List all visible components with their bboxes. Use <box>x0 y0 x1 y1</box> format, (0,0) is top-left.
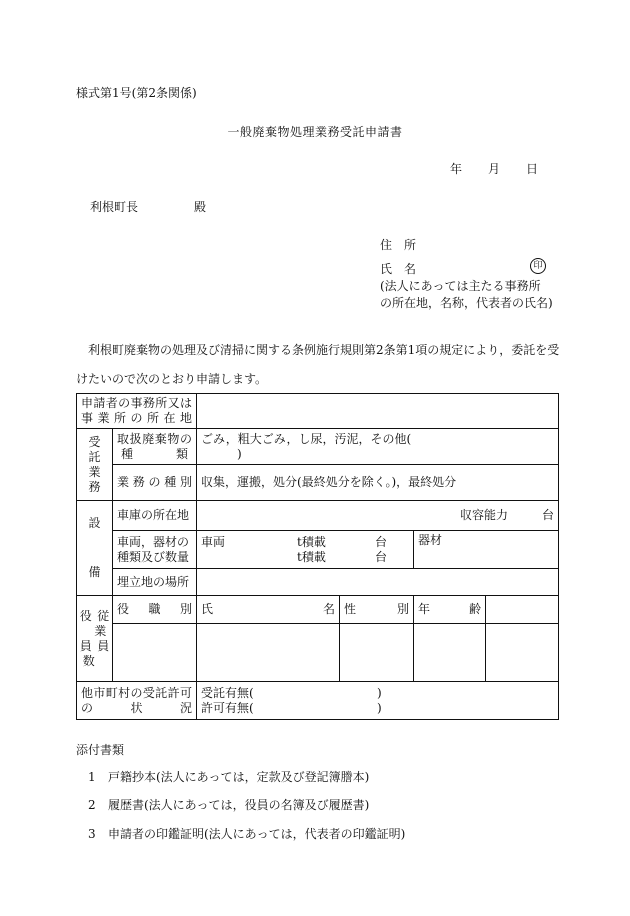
vehicle-value[interactable]: 車両 t積載 台 t積載 台 <box>197 531 414 569</box>
addressee-name: 利根町長 <box>90 200 139 214</box>
sex-header: 性 別 <box>340 596 414 624</box>
attachments-title: 添付書類 <box>76 743 125 757</box>
attachment-item: 1 戸籍抄本(法人にあっては，定款及び登記簿謄本) <box>88 770 370 784</box>
position-header: 役職別 <box>113 596 197 624</box>
work-type-label: 業務の種別 <box>113 465 197 501</box>
attachment-item: 2 履歴書(法人にあっては，役員の名簿及び履歴書) <box>88 798 370 812</box>
equipment-value[interactable]: 器材 <box>414 531 559 569</box>
addressee <box>90 198 206 215</box>
vehicle-label: 車両，器材の 種類及び数量 <box>113 531 197 569</box>
form-number: 様式第1号(第2条関係) <box>76 86 197 100</box>
staff-extra-value[interactable] <box>486 624 559 682</box>
work-type-value[interactable]: 収集，運搬，処分(最終処分を除く。)，最終処分 <box>197 465 559 501</box>
corporate-note-line-1: (法人にあっては主たる事務所 <box>380 279 541 293</box>
corporate-note-line-2: の所在地，名称，代表者の氏名) <box>380 296 553 310</box>
position-value[interactable] <box>113 624 197 682</box>
addressee-honorific: 殿 <box>194 200 207 214</box>
intro-text: 利根町廃棄物の処理及び清掃に関する条例施行規則第2条第1項の規定により，委託を受けたいので次のとおり申請します。 <box>76 343 560 386</box>
date-day: 日 <box>526 162 539 176</box>
consign-work-group: 受 託 業 務 <box>77 429 113 501</box>
attachment-item: 3 申請者の印鑑証明(法人にあっては，代表者の印鑑証明) <box>88 827 406 841</box>
other-municipality-label: 他市町村の受託許可 の 状 況 <box>77 682 197 720</box>
waste-type-value[interactable]: ごみ，粗大ごみ，し尿，汚泥，その他( ) <box>197 429 559 465</box>
applicant-name-label: 氏 名 <box>380 262 417 276</box>
garage-label: 車庫の所在地 <box>113 501 197 531</box>
date-line <box>450 160 538 177</box>
name-value[interactable] <box>197 624 340 682</box>
other-municipality-value[interactable]: 受託有無( ) 許可有無( ) <box>197 682 559 720</box>
office-address-label: 申請者の事務所又は 事業所の所在地 <box>77 394 197 429</box>
name-header: 氏 名 <box>197 596 340 624</box>
garage-value[interactable] <box>197 501 559 531</box>
waste-type-label: 取扱廃棄物の 種 類 <box>113 429 197 465</box>
capacity-field: 収容能力 台 <box>459 508 555 522</box>
age-value[interactable] <box>414 624 486 682</box>
staff-extra-header <box>486 596 559 624</box>
landfill-label: 埋立地の場所 <box>113 569 197 596</box>
seal-mark: 印 <box>530 258 546 274</box>
document-title: 一般廃棄物処理業務受託申請書 <box>227 125 403 139</box>
date-year: 年 <box>450 162 463 176</box>
age-header: 年 齢 <box>414 596 486 624</box>
applicant-address-label: 住 所 <box>380 238 417 252</box>
application-table <box>76 393 559 720</box>
sex-value[interactable] <box>340 624 414 682</box>
landfill-value[interactable] <box>197 569 559 596</box>
office-address-value[interactable] <box>197 394 559 429</box>
date-month: 月 <box>488 162 501 176</box>
staff-group: 役 従 業 員 員 数 <box>77 596 113 682</box>
corporate-note <box>380 278 553 312</box>
facility-group: 設 備 <box>77 501 113 596</box>
